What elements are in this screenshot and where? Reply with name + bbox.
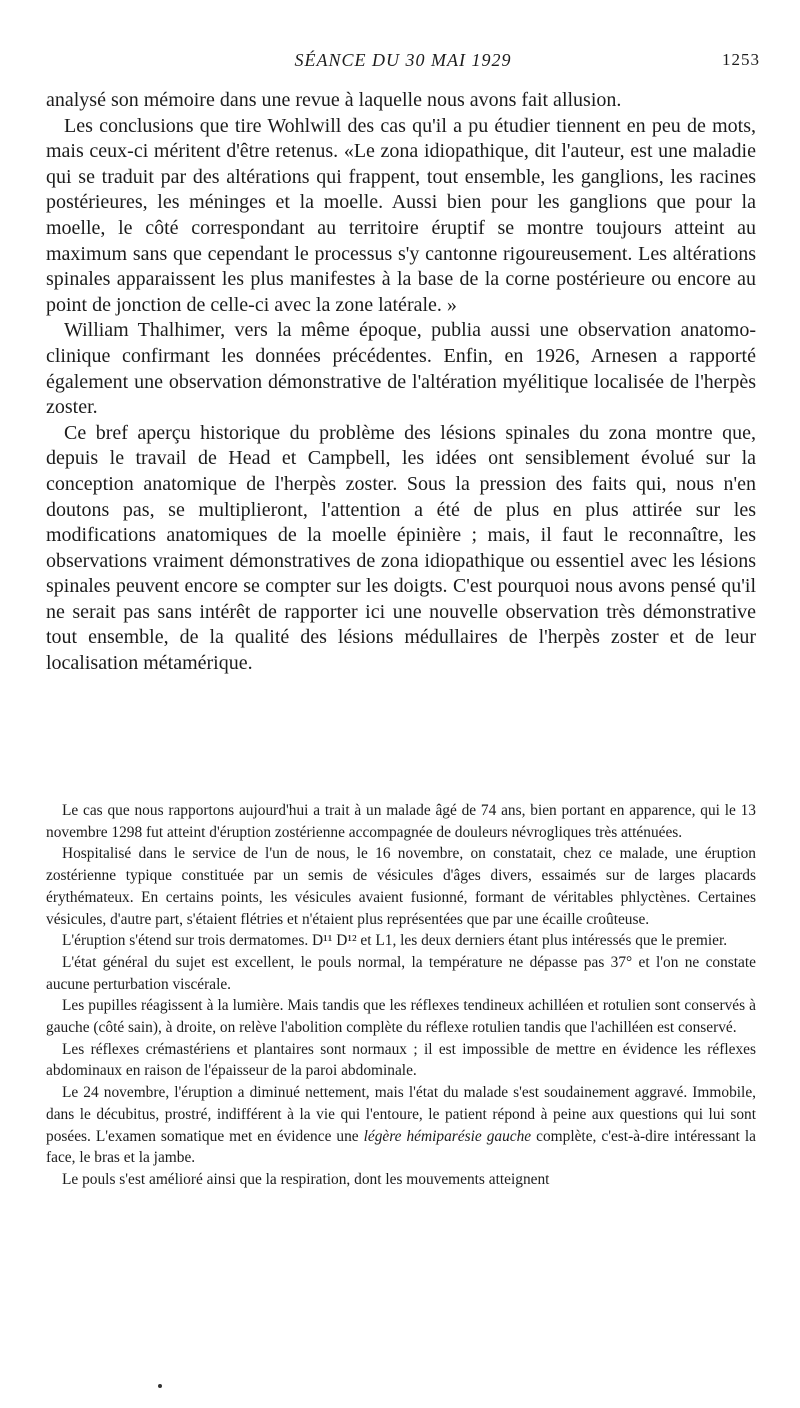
case-text-segment: Le 24 novembre, l'éruption a diminué nettement, mais l'état du malade s'est soudainement aggravé. Immobile, dans le décubitus, prostré, indifférent à la vie qui l'entoure, le patient répond à peine aux questions qui lui sont posées. L'examen somatique met en évidence une [46,1084,756,1145]
page-header [46,50,760,74]
case-paragraph: Hospitalisé dans le service de l'un de nous, le 16 novembre, on constatait, chez ce malade, une éruption zostérienne typique constituée par un semis de vésicules d'âges divers, essaimés sur de larges placards érythémateux. En certains points, les vésicules avaient fusionné, formant de véritables phlyctènes. Certaines vésicules, d'autre part, s'étaient flétries et n'étaient plus représentées que par une écaille croûteuse. [46,845,756,928]
case-paragraph: L'éruption s'étend sur trois dermatomes. D¹¹ D¹² et L1, les deux derniers étant plus intéressés que le premier. [62,932,728,950]
body-paragraph: Ce bref aperçu historique du problème des lésions spinales du zona montre que, depuis le travail de Head et Campbell, les idées ont sensiblement évolué sur la conception anatomique de l'herpès zoster. Sous la pression des faits qui, nous n'en doutons pas, se multiplieront, l'attention a été de plus en plus attirée sur les modifications anatomiques de la moelle épinière ; mais, il faut le reconnaître, les observations vraiment démonstratives de zona idiopathique ou essentiel avec les lésions spinales peuvent encore se compter sur les doigts. C'est pourquoi nous avons pensé qu'il ne serait pas sans intérêt de rapporter ici une nouvelle observation très démonstrative tout ensemble, de la qualité des lésions médullaires de l'herpès zoster et de leur localisation métamérique. [46,421,756,675]
body-paragraph: William Thalhimer, vers la même époque, publia aussi une observation anatomo-clinique confirmant les données précédentes. Enfin, en 1926, Arnesen a rapporté également une observation démonstrative de l'altération myélitique localisée de l'herpès zoster. [46,319,756,419]
case-report [46,800,756,1191]
running-title: SÉANCE DU 30 MAI 1929 [294,50,512,70]
italic-diagnosis: légère hémiparésie gauche [363,1127,532,1145]
body-paragraph: analysé son mémoire dans une revue à laquelle nous avons fait allusion. [46,89,622,111]
case-paragraph: Le cas que nous rapportons aujourd'hui a trait à un malade âgé de 74 ans, bien portant en apparence, qui le 13 novembre 1298 fut atteint d'éruption zostérienne accompagnée de douleurs névrogliques très atténuées. [46,802,756,841]
case-paragraph: Les pupilles réagissent à la lumière. Mais tandis que les réflexes tendineux achilléen et rotulien sont conservés à gauche (côté sain), à droite, on relève l'abolition complète du réflexe rotulien tandis que l'achilléen est conservé. [46,997,756,1037]
case-text-segment: complète, c'est-à-dire intéressant la face, le bras et la jambe. [46,1127,756,1167]
case-paragraph [46,1082,756,1169]
page-number: 1253 [722,50,760,69]
main-text [46,88,756,677]
case-paragraph: L'état général du sujet est excellent, le pouls normal, la température ne dépasse pas 37° et l'on ne constate aucune perturbation viscérale. [46,953,756,993]
ink-dot [158,1384,162,1388]
case-paragraph: Les réflexes crémastériens et plantaires sont normaux ; il est impossible de mettre en évidence les réflexes abdominaux en raison de l'épaisseur de la paroi abdominale. [46,1040,756,1080]
body-paragraph: Les conclusions que tire Wohlwill des cas qu'il a pu étudier tiennent en peu de mots, mais ceux-ci méritent d'être retenus. «Le zona idiopathique, dit l'auteur, est une maladie qui se traduit par des altérations qui frappent, tout ensemble, les ganglions, les racines postérieures, les méninges et la moelle. Aussi bien pour les ganglions que pour la moelle, le côté correspondant au territoire éruptif se montre toujours atteint au maximum sans que cependant le processus s'y cantonne rigoureusement. Les altérations spinales apparaissent les plus manifestes à la base de la corne postérieure ou encore au point de jonction de celle-ci avec la zone latérale. » [46,114,756,316]
case-paragraph: Le pouls s'est amélioré ainsi que la respiration, dont les mouvements atteignent [62,1170,550,1188]
